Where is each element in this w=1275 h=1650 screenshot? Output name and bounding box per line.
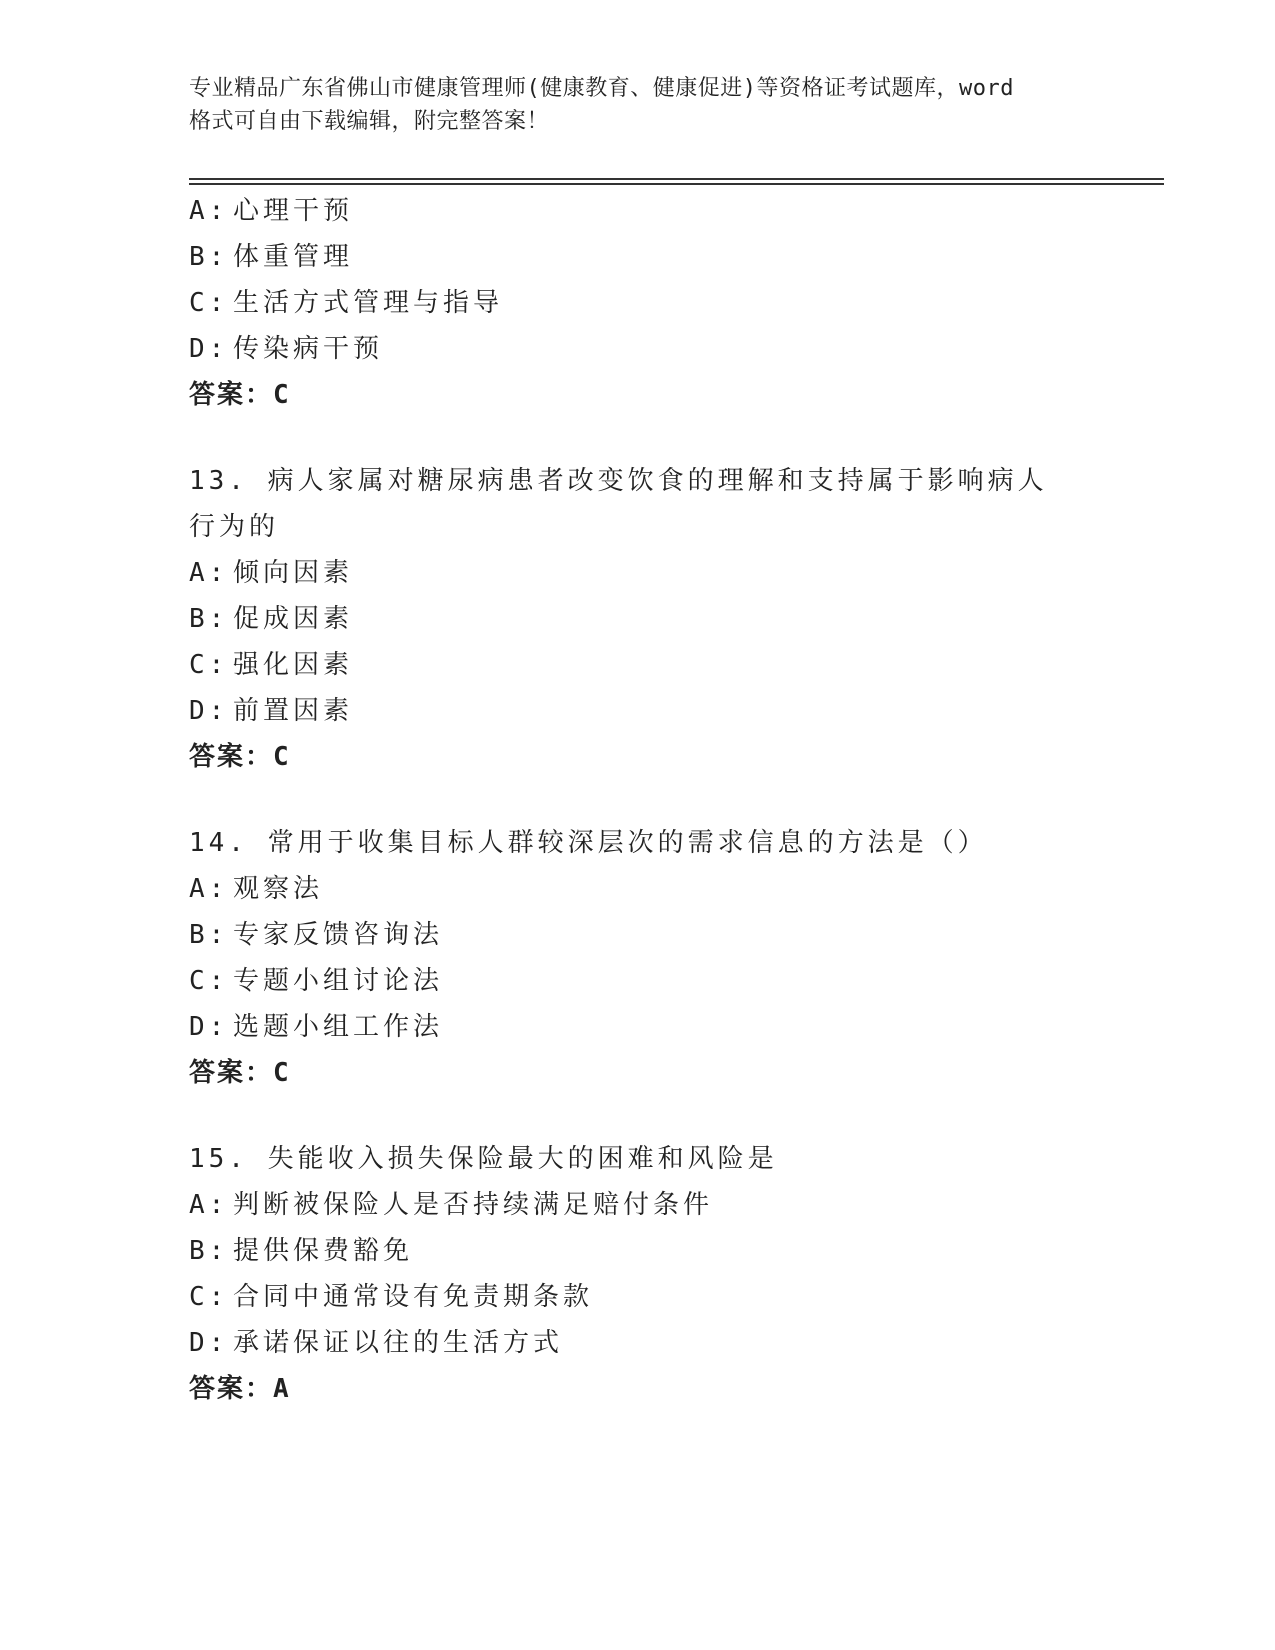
header-divider-bottom	[189, 183, 1164, 185]
option-list	[189, 550, 1069, 734]
option-b	[189, 596, 1069, 642]
answer-value: A	[273, 1374, 289, 1404]
option-list	[189, 188, 1069, 372]
option-key: C:	[189, 1282, 229, 1312]
option-key: B:	[189, 920, 229, 950]
question-12	[189, 188, 1069, 418]
option-d	[189, 1320, 1069, 1366]
question-stem: 13. 病人家属对糖尿病患者改变饮食的理解和支持属于影响病人行为的	[189, 466, 1048, 542]
answer-line	[189, 372, 1069, 418]
option-key: C:	[189, 966, 229, 996]
option-list	[189, 1182, 1069, 1366]
option-text: 体重管理	[233, 242, 354, 272]
answer-line	[189, 1050, 1069, 1096]
option-a	[189, 866, 1069, 912]
answer-line	[189, 734, 1069, 780]
option-key: A:	[189, 874, 229, 904]
option-key: D:	[189, 334, 229, 364]
option-key: D:	[189, 1012, 229, 1042]
answer-label: 答案：	[189, 1058, 274, 1088]
option-text: 传染病干预	[233, 334, 384, 364]
header-divider-top	[189, 178, 1164, 180]
answer-value: C	[273, 380, 289, 410]
option-text: 心理干预	[233, 196, 354, 226]
answer-line	[189, 1366, 1069, 1412]
option-text: 合同中通常设有免责期条款	[233, 1282, 594, 1312]
option-b	[189, 234, 1069, 280]
option-a	[189, 188, 1069, 234]
option-d	[189, 688, 1069, 734]
header-line-2: 格式可自由下载编辑，附完整答案！	[189, 109, 550, 134]
option-c	[189, 642, 1069, 688]
option-text: 观察法	[233, 874, 324, 904]
option-key: C:	[189, 650, 229, 680]
question-list	[189, 188, 1069, 1452]
option-text: 专家反馈咨询法	[233, 920, 444, 950]
option-text: 提供保费豁免	[233, 1236, 414, 1266]
question-15	[189, 1136, 1069, 1412]
option-key: B:	[189, 242, 229, 272]
answer-label: 答案：	[189, 742, 274, 772]
option-text: 促成因素	[233, 604, 354, 634]
option-text: 前置因素	[233, 696, 354, 726]
question-stem: 14. 常用于收集目标人群较深层次的需求信息的方法是（）	[189, 828, 988, 858]
document-header	[189, 72, 1089, 138]
answer-value: C	[273, 1058, 289, 1088]
option-key: B:	[189, 604, 229, 634]
option-b	[189, 1228, 1069, 1274]
option-text: 倾向因素	[233, 558, 354, 588]
option-text: 选题小组工作法	[233, 1012, 444, 1042]
option-key: A:	[189, 1190, 229, 1220]
option-text: 强化因素	[233, 650, 354, 680]
option-key: B:	[189, 1236, 229, 1266]
option-d	[189, 326, 1069, 372]
option-text: 承诺保证以往的生活方式	[233, 1328, 564, 1358]
answer-value: C	[273, 742, 289, 772]
option-c	[189, 958, 1069, 1004]
question-13	[189, 458, 1069, 780]
header-line-1: 专业精品广东省佛山市健康管理师(健康教育、健康促进)等资格证考试题库，word	[189, 76, 1014, 101]
option-key: A:	[189, 558, 229, 588]
option-c	[189, 1274, 1069, 1320]
option-a	[189, 1182, 1069, 1228]
option-b	[189, 912, 1069, 958]
answer-label: 答案：	[189, 380, 274, 410]
option-c	[189, 280, 1069, 326]
answer-label: 答案：	[189, 1374, 274, 1404]
option-text: 专题小组讨论法	[233, 966, 444, 996]
option-a	[189, 550, 1069, 596]
question-stem: 15. 失能收入损失保险最大的困难和风险是	[189, 1144, 778, 1174]
question-14	[189, 820, 1069, 1096]
option-key: D:	[189, 696, 229, 726]
option-d	[189, 1004, 1069, 1050]
option-key: A:	[189, 196, 229, 226]
option-text: 判断被保险人是否持续满足赔付条件	[233, 1190, 714, 1220]
option-key: C:	[189, 288, 229, 318]
option-text: 生活方式管理与指导	[233, 288, 504, 318]
option-key: D:	[189, 1328, 229, 1358]
option-list	[189, 866, 1069, 1050]
